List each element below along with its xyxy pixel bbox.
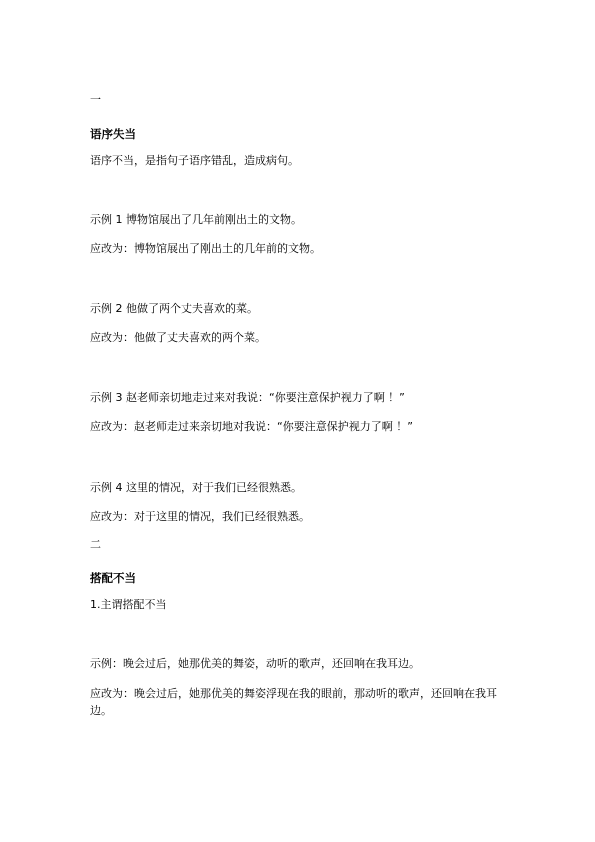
fix-3: 应改为：赵老师走过来亲切地对我说：“你要注意保护视力了啊 ！”: [90, 420, 413, 433]
subsection-title: 1.主谓搭配不当: [90, 598, 167, 611]
definition-text: 语序不当，是指句子语序错乱，造成病句。: [90, 154, 299, 167]
fix-1: 应改为：博物馆展出了刚出土的几年前的文物。: [90, 242, 321, 255]
fix-4: 应改为：对于这里的情况，我们已经很熟悉。: [90, 510, 310, 523]
section-title-1: 语序失当: [90, 127, 136, 141]
section-title-2: 搭配不当: [90, 571, 136, 585]
section-number-1: 一: [90, 93, 101, 106]
example-5: 示例：晚会过后，她那优美的舞姿，动听的歌声，还回响在我耳边。: [90, 657, 420, 670]
section-number-2: 二: [90, 538, 101, 551]
example-3: 示例 3 赵老师亲切地走过来对我说：“你要注意保护视力了啊 ！”: [90, 391, 405, 404]
example-1: 示例 1 博物馆展出了几年前刚出土的文物。: [90, 213, 302, 226]
example-4: 示例 4 这里的情况，对于我们已经很熟悉。: [90, 481, 302, 494]
fix-2: 应改为：他做了丈夫喜欢的两个菜。: [90, 331, 266, 344]
example-2: 示例 2 他做了两个丈夫喜欢的菜。: [90, 302, 258, 315]
fix-5: 应改为：晚会过后，她那优美的舞姿浮现在我的眼前，那动听的歌声，还回响在我耳边。: [90, 687, 497, 717]
